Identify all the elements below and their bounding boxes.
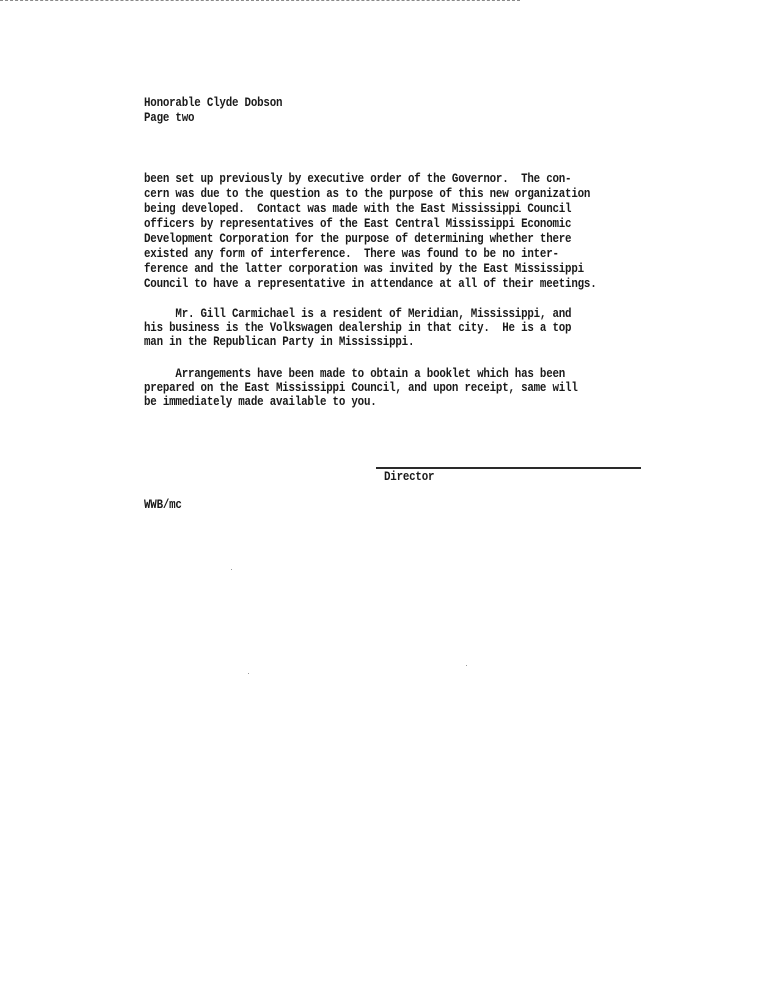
recipient-line: Honorable Clyde Dobson: [144, 96, 283, 110]
scan-speck: [248, 673, 249, 674]
scan-speck: [466, 665, 467, 666]
body-line: ference and the latter corporation was invited by the East Mississippi: [144, 262, 584, 276]
signature-title: Director: [384, 470, 435, 484]
body-line: Development Corporation for the purpose of determining whether there: [144, 232, 572, 246]
typist-initials: WWB/mc: [144, 498, 182, 512]
body-line: being developed. Contact was made with the East Mississippi Council: [144, 202, 572, 216]
body-line: his business is the Volkswagen dealership in that city. He is a top: [144, 321, 572, 335]
body-line: be immediately made available to you.: [144, 395, 377, 409]
body-line: cern was due to the question as to the purpose of this new organization: [144, 187, 591, 201]
body-line: man in the Republican Party in Mississippi.: [144, 335, 415, 349]
body-line: Council to have a representative in attendance at all of their meetings.: [144, 277, 597, 291]
page-number-line: Page two: [144, 111, 195, 125]
body-line: Mr. Gill Carmichael is a resident of Meridian, Mississippi, and: [144, 307, 572, 321]
body-line: been set up previously by executive order of the Governor. The con-: [144, 172, 572, 186]
perforation-edge: [0, 0, 520, 4]
body-line: existed any form of interference. There was found to be no inter-: [144, 247, 559, 261]
body-line: prepared on the East Mississippi Council, and upon receipt, same will: [144, 381, 578, 395]
signature-line: [376, 467, 641, 469]
body-line: officers by representatives of the East Central Mississippi Economic: [144, 217, 572, 231]
body-line: Arrangements have been made to obtain a booklet which has been: [144, 367, 566, 381]
scan-speck: [231, 569, 232, 570]
